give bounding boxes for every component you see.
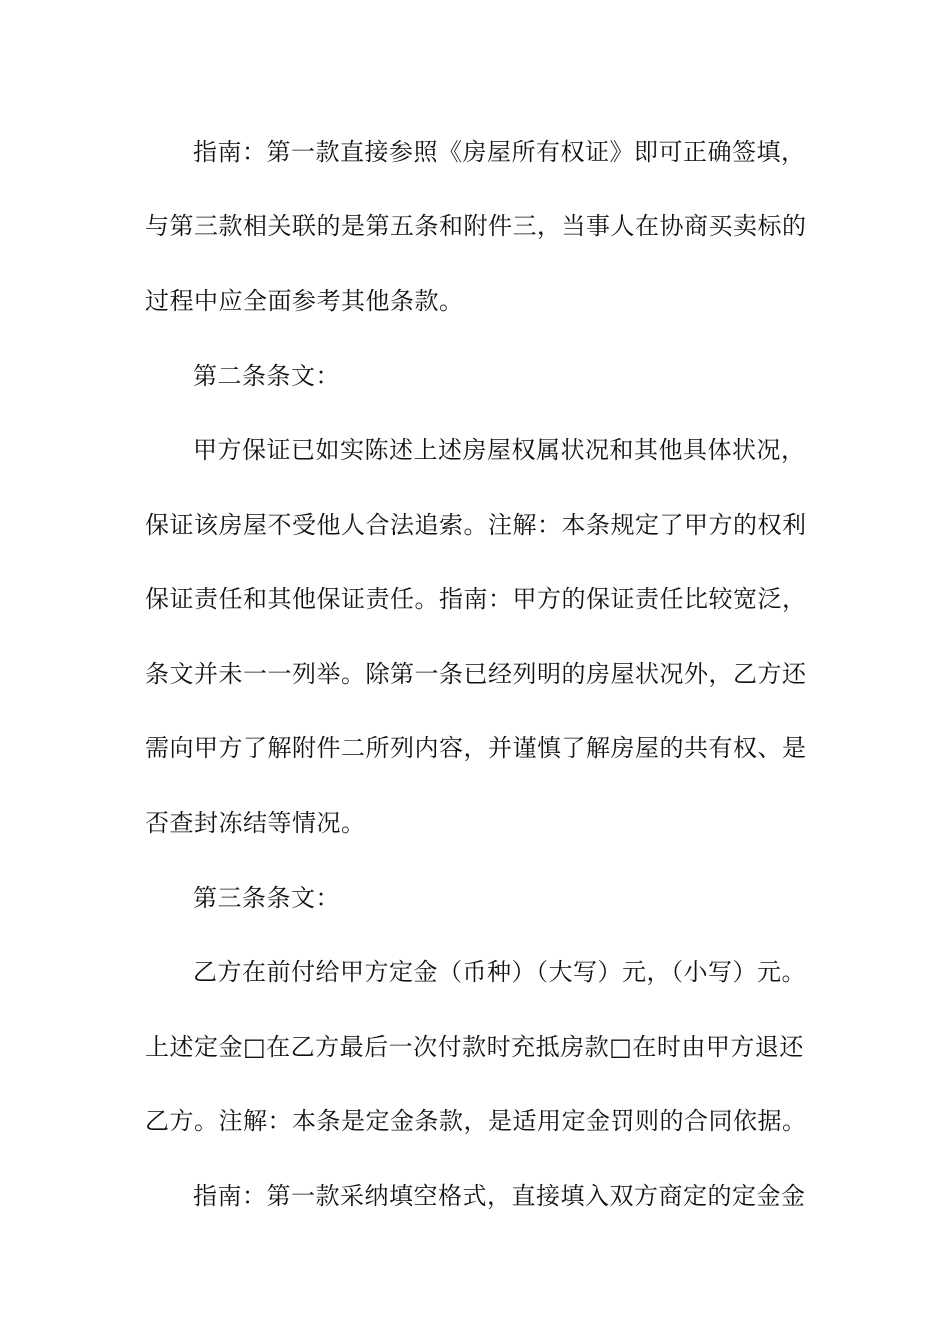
paragraph-line: 指南：第一款直接参照《房屋所有权证》即可正确签填， — [193, 138, 806, 166]
section-heading: 第三条条文： — [193, 884, 340, 912]
paragraph-line: 保证该房屋不受他人合法追索。注解：本条规定了甲方的权利 — [145, 511, 807, 539]
paragraph-line: 上述定金□在乙方最后一次付款时充抵房款□在时由甲方退还 — [145, 1033, 804, 1061]
paragraph-line: 指南：第一款采纳填空格式，直接填入双方商定的定金金 — [193, 1182, 806, 1210]
paragraph-line: 甲方保证已如实陈述上述房屋权属状况和其他具体状况， — [193, 436, 806, 464]
paragraph-line: 乙方。注解：本条是定金条款，是适用定金罚则的合同依据。 — [145, 1107, 807, 1135]
section-heading: 第二条条文： — [193, 362, 340, 390]
paragraph-line: 乙方在前付给甲方定金（币种）（大写）元，（小写）元。 — [193, 958, 806, 986]
paragraph-line: 否查封冻结等情况。 — [145, 809, 366, 837]
paragraph-line: 需向甲方了解附件二所列内容，并谨慎了解房屋的共有权、是 — [145, 734, 807, 762]
paragraph-line: 条文并未一一列举。除第一条已经列明的房屋状况外，乙方还 — [145, 660, 807, 688]
paragraph-line: 保证责任和其他保证责任。指南：甲方的保证责任比较宽泛， — [145, 585, 807, 613]
paragraph-line: 过程中应全面参考其他条款。 — [145, 287, 464, 315]
paragraph-line: 与第三款相关联的是第五条和附件三，当事人在协商买卖标的 — [145, 212, 807, 240]
